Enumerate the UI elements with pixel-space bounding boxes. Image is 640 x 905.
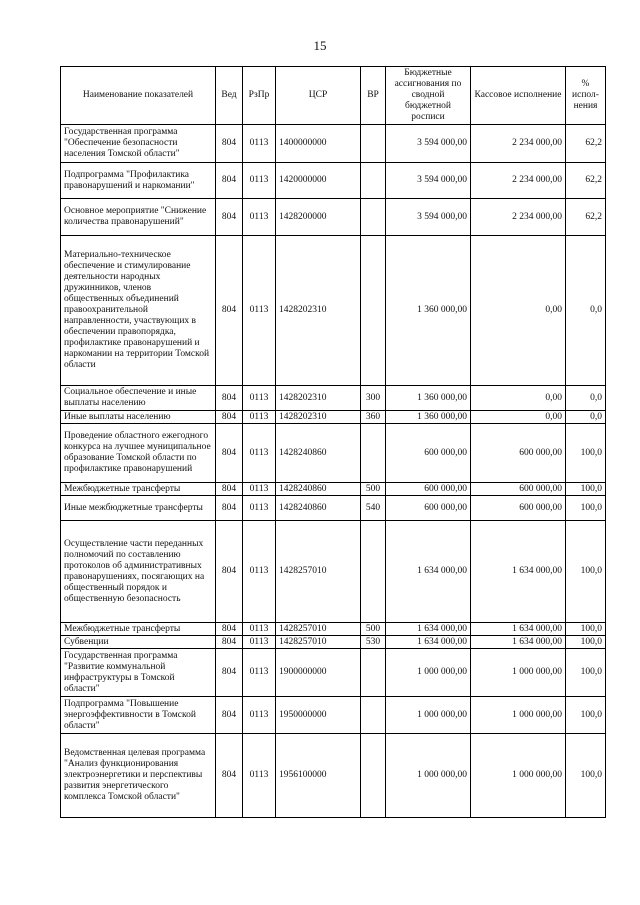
row-name-cell: Межбюджетные трансферты xyxy=(61,623,216,636)
row-rzpr-cell: 0113 xyxy=(243,424,276,483)
row-ved-cell: 804 xyxy=(216,199,243,236)
header-assignments: Бюджетные ассигнования по сводной бюджетной росписи xyxy=(386,67,471,125)
row-name-cell: Материально-техническое обеспечение и стимулирование деятельности народных дружинников, членов общественных объединений правоохранительной направленности, участвующих в обеспечении правопорядка, профилактике правонарушений и наркомании на территории Томской области xyxy=(61,236,216,386)
table-row xyxy=(61,649,606,697)
row-percent-cell: 62,2 xyxy=(566,199,606,236)
row-name-cell: Субвенции xyxy=(61,636,216,649)
row-rzpr-cell: 0113 xyxy=(243,483,276,496)
header-rzpr: РзПр xyxy=(243,67,276,125)
row-ved-cell: 804 xyxy=(216,411,243,424)
row-name-cell: Государственная программа "Развитие коммунальной инфраструктуры в Томской области" xyxy=(61,649,216,697)
row-percent-cell: 62,2 xyxy=(566,163,606,199)
table-body xyxy=(61,125,606,818)
row-execution-cell: 1 000 000,00 xyxy=(471,697,566,734)
row-assignments-cell: 3 594 000,00 xyxy=(386,125,471,163)
row-rzpr-cell: 0113 xyxy=(243,496,276,521)
row-assignments-cell: 1 000 000,00 xyxy=(386,649,471,697)
row-execution-cell: 1 000 000,00 xyxy=(471,649,566,697)
row-execution-cell: 1 000 000,00 xyxy=(471,734,566,818)
row-csr-cell: 1428257010 xyxy=(276,623,361,636)
table-row xyxy=(61,163,606,199)
row-rzpr-cell: 0113 xyxy=(243,521,276,623)
table-row xyxy=(61,636,606,649)
row-percent-cell: 100,0 xyxy=(566,649,606,697)
row-execution-cell: 2 234 000,00 xyxy=(471,199,566,236)
row-percent-cell: 100,0 xyxy=(566,483,606,496)
row-vr-cell: 500 xyxy=(361,623,386,636)
table-row xyxy=(61,521,606,623)
row-percent-cell: 100,0 xyxy=(566,521,606,623)
table-row xyxy=(61,386,606,411)
row-name-cell: Межбюджетные трансферты xyxy=(61,483,216,496)
row-vr-cell xyxy=(361,734,386,818)
table-row xyxy=(61,496,606,521)
row-vr-cell xyxy=(361,163,386,199)
row-execution-cell: 0,00 xyxy=(471,386,566,411)
table-row xyxy=(61,125,606,163)
row-ved-cell: 804 xyxy=(216,163,243,199)
row-vr-cell xyxy=(361,697,386,734)
row-percent-cell: 100,0 xyxy=(566,623,606,636)
row-vr-cell: 530 xyxy=(361,636,386,649)
table-row xyxy=(61,424,606,483)
row-csr-cell: 1428200000 xyxy=(276,199,361,236)
row-assignments-cell: 1 360 000,00 xyxy=(386,386,471,411)
row-assignments-cell: 1 360 000,00 xyxy=(386,236,471,386)
row-rzpr-cell: 0113 xyxy=(243,125,276,163)
table-row xyxy=(61,623,606,636)
row-percent-cell: 100,0 xyxy=(566,496,606,521)
row-csr-cell: 1428240860 xyxy=(276,483,361,496)
row-rzpr-cell: 0113 xyxy=(243,697,276,734)
budget-table xyxy=(60,66,606,818)
row-csr-cell: 1428240860 xyxy=(276,496,361,521)
row-assignments-cell: 1 634 000,00 xyxy=(386,623,471,636)
row-rzpr-cell: 0113 xyxy=(243,236,276,386)
row-percent-cell: 100,0 xyxy=(566,636,606,649)
table-row xyxy=(61,697,606,734)
row-assignments-cell: 600 000,00 xyxy=(386,496,471,521)
row-assignments-cell: 600 000,00 xyxy=(386,424,471,483)
row-ved-cell: 804 xyxy=(216,424,243,483)
row-assignments-cell: 3 594 000,00 xyxy=(386,199,471,236)
row-assignments-cell: 1 360 000,00 xyxy=(386,411,471,424)
row-csr-cell: 1420000000 xyxy=(276,163,361,199)
row-csr-cell: 1956100000 xyxy=(276,734,361,818)
row-ved-cell: 804 xyxy=(216,483,243,496)
header-ved: Вед xyxy=(216,67,243,125)
row-name-cell: Социальное обеспечение и иные выплаты населению xyxy=(61,386,216,411)
table-row xyxy=(61,199,606,236)
row-percent-cell: 0,0 xyxy=(566,411,606,424)
row-percent-cell: 100,0 xyxy=(566,734,606,818)
row-assignments-cell: 600 000,00 xyxy=(386,483,471,496)
header-execution: Кассовое исполнение xyxy=(471,67,566,125)
row-rzpr-cell: 0113 xyxy=(243,649,276,697)
row-assignments-cell: 1 634 000,00 xyxy=(386,636,471,649)
row-name-cell: Государственная программа "Обеспечение безопасности населения Томской области" xyxy=(61,125,216,163)
row-assignments-cell: 3 594 000,00 xyxy=(386,163,471,199)
row-ved-cell: 804 xyxy=(216,649,243,697)
row-execution-cell: 600 000,00 xyxy=(471,496,566,521)
table-header xyxy=(61,67,606,125)
row-csr-cell: 1428202310 xyxy=(276,236,361,386)
row-vr-cell xyxy=(361,199,386,236)
header-name: Наименование показателей xyxy=(61,67,216,125)
row-assignments-cell: 1 000 000,00 xyxy=(386,697,471,734)
row-assignments-cell: 1 000 000,00 xyxy=(386,734,471,818)
row-execution-cell: 1 634 000,00 xyxy=(471,623,566,636)
row-csr-cell: 1428202310 xyxy=(276,411,361,424)
row-name-cell: Ведомственная целевая программа "Анализ функционирования электроэнергетики и перспективы развития энергетического комплекса Томской области" xyxy=(61,734,216,818)
row-execution-cell: 1 634 000,00 xyxy=(471,521,566,623)
row-vr-cell xyxy=(361,424,386,483)
row-execution-cell: 0,00 xyxy=(471,411,566,424)
row-csr-cell: 1950000000 xyxy=(276,697,361,734)
row-vr-cell xyxy=(361,521,386,623)
row-percent-cell: 0,0 xyxy=(566,386,606,411)
row-percent-cell: 100,0 xyxy=(566,697,606,734)
header-vr: ВР xyxy=(361,67,386,125)
row-csr-cell: 1428240860 xyxy=(276,424,361,483)
row-rzpr-cell: 0113 xyxy=(243,411,276,424)
row-name-cell: Проведение областного ежегодного конкурса на лучшее муниципальное образование Томской области по профилактике правонарушений xyxy=(61,424,216,483)
row-vr-cell: 500 xyxy=(361,483,386,496)
row-vr-cell: 540 xyxy=(361,496,386,521)
row-ved-cell: 804 xyxy=(216,236,243,386)
row-ved-cell: 804 xyxy=(216,386,243,411)
row-csr-cell: 1428257010 xyxy=(276,521,361,623)
row-name-cell: Иные выплаты населению xyxy=(61,411,216,424)
row-execution-cell: 600 000,00 xyxy=(471,424,566,483)
row-ved-cell: 804 xyxy=(216,623,243,636)
row-ved-cell: 804 xyxy=(216,636,243,649)
table-row xyxy=(61,734,606,818)
row-csr-cell: 1400000000 xyxy=(276,125,361,163)
header-percent: % испол-нения xyxy=(566,67,606,125)
row-rzpr-cell: 0113 xyxy=(243,636,276,649)
row-vr-cell: 360 xyxy=(361,411,386,424)
row-ved-cell: 804 xyxy=(216,521,243,623)
table-row xyxy=(61,236,606,386)
row-execution-cell: 0,00 xyxy=(471,236,566,386)
row-vr-cell: 300 xyxy=(361,386,386,411)
row-execution-cell: 600 000,00 xyxy=(471,483,566,496)
row-vr-cell xyxy=(361,649,386,697)
row-csr-cell: 1428257010 xyxy=(276,636,361,649)
row-percent-cell: 0,0 xyxy=(566,236,606,386)
row-csr-cell: 1900000000 xyxy=(276,649,361,697)
row-name-cell: Осуществление части переданных полномочий по составлению протоколов об административных правонарушениях, посягающих на общественный порядок и общественную безопасность xyxy=(61,521,216,623)
row-execution-cell: 2 234 000,00 xyxy=(471,125,566,163)
row-execution-cell: 1 634 000,00 xyxy=(471,636,566,649)
row-name-cell: Основное мероприятие "Снижение количества правонарушений" xyxy=(61,199,216,236)
row-percent-cell: 100,0 xyxy=(566,424,606,483)
row-percent-cell: 62,2 xyxy=(566,125,606,163)
table-row xyxy=(61,483,606,496)
row-rzpr-cell: 0113 xyxy=(243,734,276,818)
row-rzpr-cell: 0113 xyxy=(243,623,276,636)
row-ved-cell: 804 xyxy=(216,734,243,818)
page-number: 15 xyxy=(313,38,327,53)
row-execution-cell: 2 234 000,00 xyxy=(471,163,566,199)
row-rzpr-cell: 0113 xyxy=(243,199,276,236)
row-vr-cell xyxy=(361,125,386,163)
row-vr-cell xyxy=(361,236,386,386)
table-row xyxy=(61,411,606,424)
row-ved-cell: 804 xyxy=(216,697,243,734)
row-assignments-cell: 1 634 000,00 xyxy=(386,521,471,623)
row-name-cell: Иные межбюджетные трансферты xyxy=(61,496,216,521)
header-csr: ЦСР xyxy=(276,67,361,125)
row-name-cell: Подпрограмма "Повышение энергоэффективности в Томской области" xyxy=(61,697,216,734)
row-ved-cell: 804 xyxy=(216,496,243,521)
row-name-cell: Подпрограмма "Профилактика правонарушений и наркомании" xyxy=(61,163,216,199)
row-ved-cell: 804 xyxy=(216,125,243,163)
row-csr-cell: 1428202310 xyxy=(276,386,361,411)
row-rzpr-cell: 0113 xyxy=(243,163,276,199)
row-rzpr-cell: 0113 xyxy=(243,386,276,411)
